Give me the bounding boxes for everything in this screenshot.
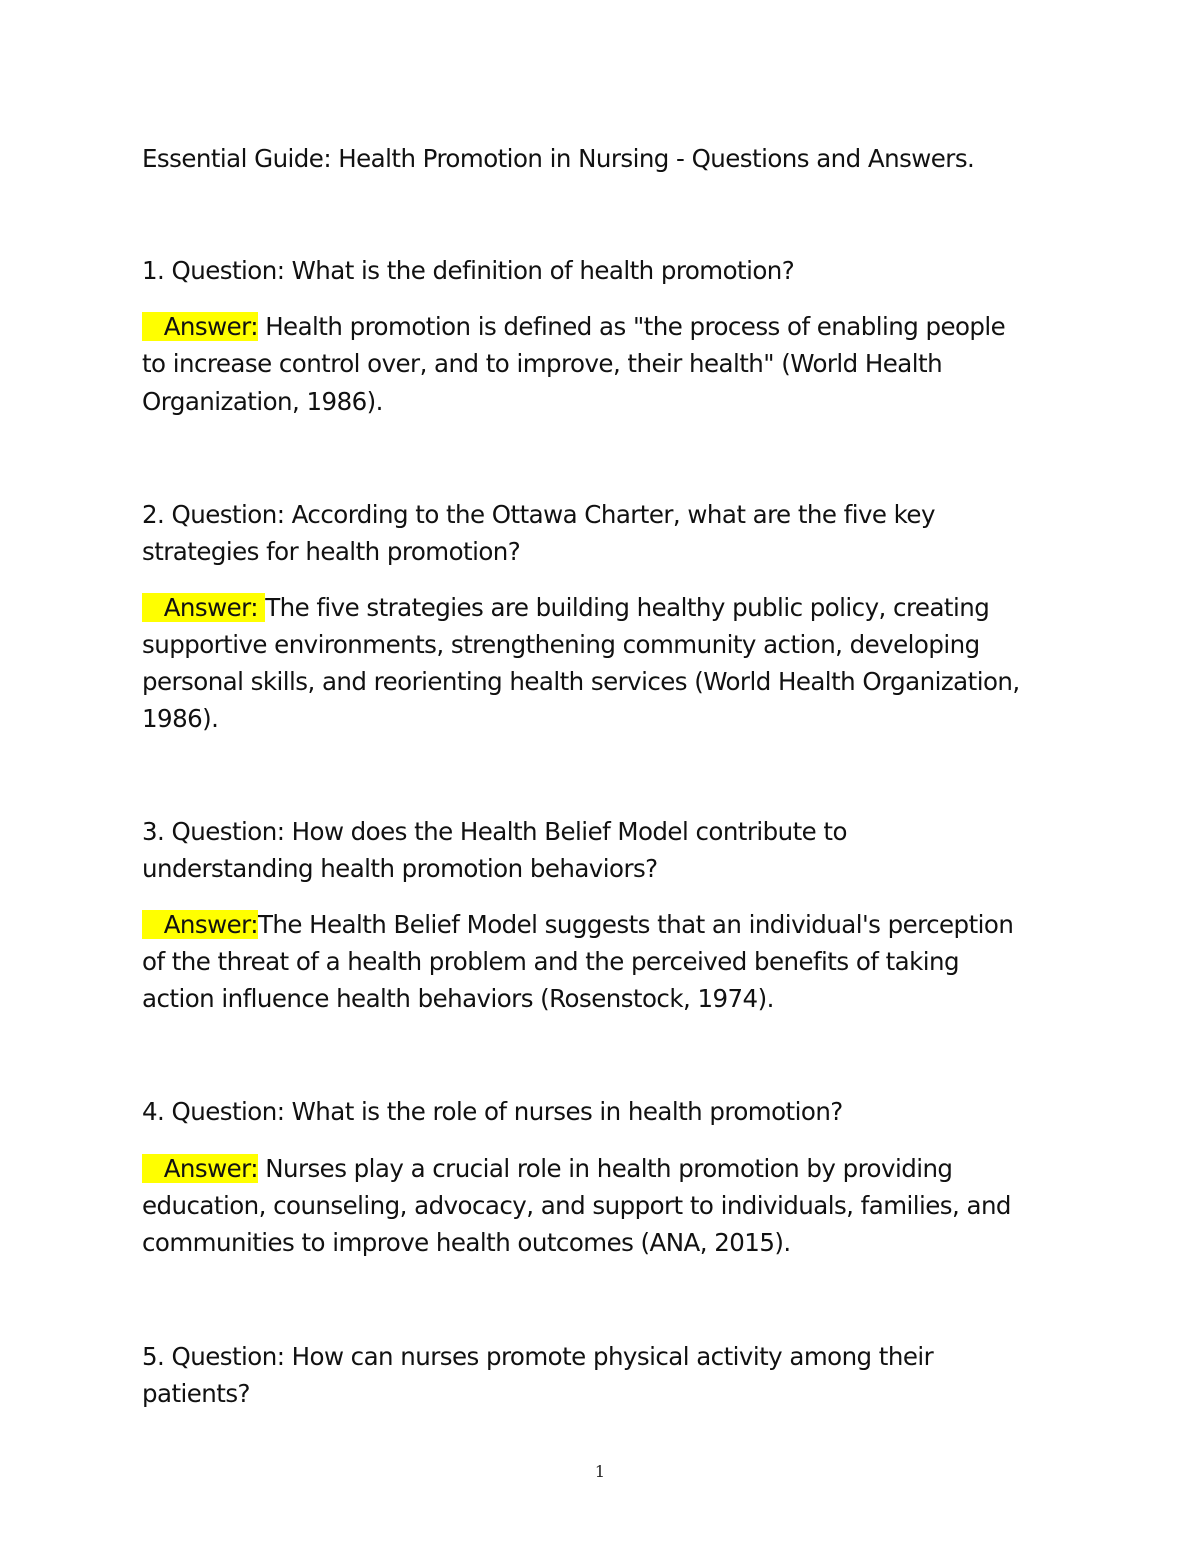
page-number: 1 bbox=[594, 1462, 606, 1481]
answer-2-line-3: personal skills, and reorienting health services (World Health Organization, bbox=[142, 667, 1020, 696]
document-title: Essential Guide: Health Promotion in Nursing - Questions and Answers. bbox=[142, 144, 975, 173]
answer-1-line-1: Answer: Health promotion is defined as "the process of enabling people bbox=[142, 308, 1005, 345]
answer-1-line-3: Organization, 1986). bbox=[142, 387, 383, 416]
answer-1-line-2: to increase control over, and to improve, their health" (World Health bbox=[142, 349, 943, 378]
answer-label: Answer: bbox=[142, 593, 265, 622]
question-3-line-1: 3. Question: How does the Health Belief Model contribute to bbox=[142, 817, 847, 846]
answer-label: Answer: bbox=[142, 312, 258, 341]
answer-3-line-3: action influence health behaviors (Rosenstock, 1974). bbox=[142, 984, 774, 1013]
question-1: 1. Question: What is the definition of health promotion? bbox=[142, 256, 795, 285]
question-2-line-2: strategies for health promotion? bbox=[142, 537, 521, 566]
question-5-line-2: patients? bbox=[142, 1379, 251, 1408]
answer-label: Answer: bbox=[142, 910, 258, 939]
answer-4-line-1: Answer: Nurses play a crucial role in health promotion by providing bbox=[142, 1150, 952, 1187]
answer-2-line-2: supportive environments, strengthening community action, developing bbox=[142, 630, 980, 659]
answer-2-line-4: 1986). bbox=[142, 704, 219, 733]
question-4: 4. Question: What is the role of nurses in health promotion? bbox=[142, 1097, 843, 1126]
question-5-line-1: 5. Question: How can nurses promote physical activity among their bbox=[142, 1342, 934, 1371]
answer-label: Answer: bbox=[142, 1154, 258, 1183]
answer-2-line-1: Answer: The five strategies are building healthy public policy, creating bbox=[142, 589, 989, 626]
question-3-line-2: understanding health promotion behaviors? bbox=[142, 854, 658, 883]
answer-4-line-3: communities to improve health outcomes (ANA, 2015). bbox=[142, 1228, 791, 1257]
answer-3-line-2: of the threat of a health problem and the perceived benefits of taking bbox=[142, 947, 959, 976]
question-2-line-1: 2. Question: According to the Ottawa Charter, what are the five key bbox=[142, 500, 935, 529]
answer-3-line-1: Answer:The Health Belief Model suggests that an individual's perception bbox=[142, 906, 1013, 943]
answer-4-line-2: education, counseling, advocacy, and support to individuals, families, and bbox=[142, 1191, 1011, 1220]
